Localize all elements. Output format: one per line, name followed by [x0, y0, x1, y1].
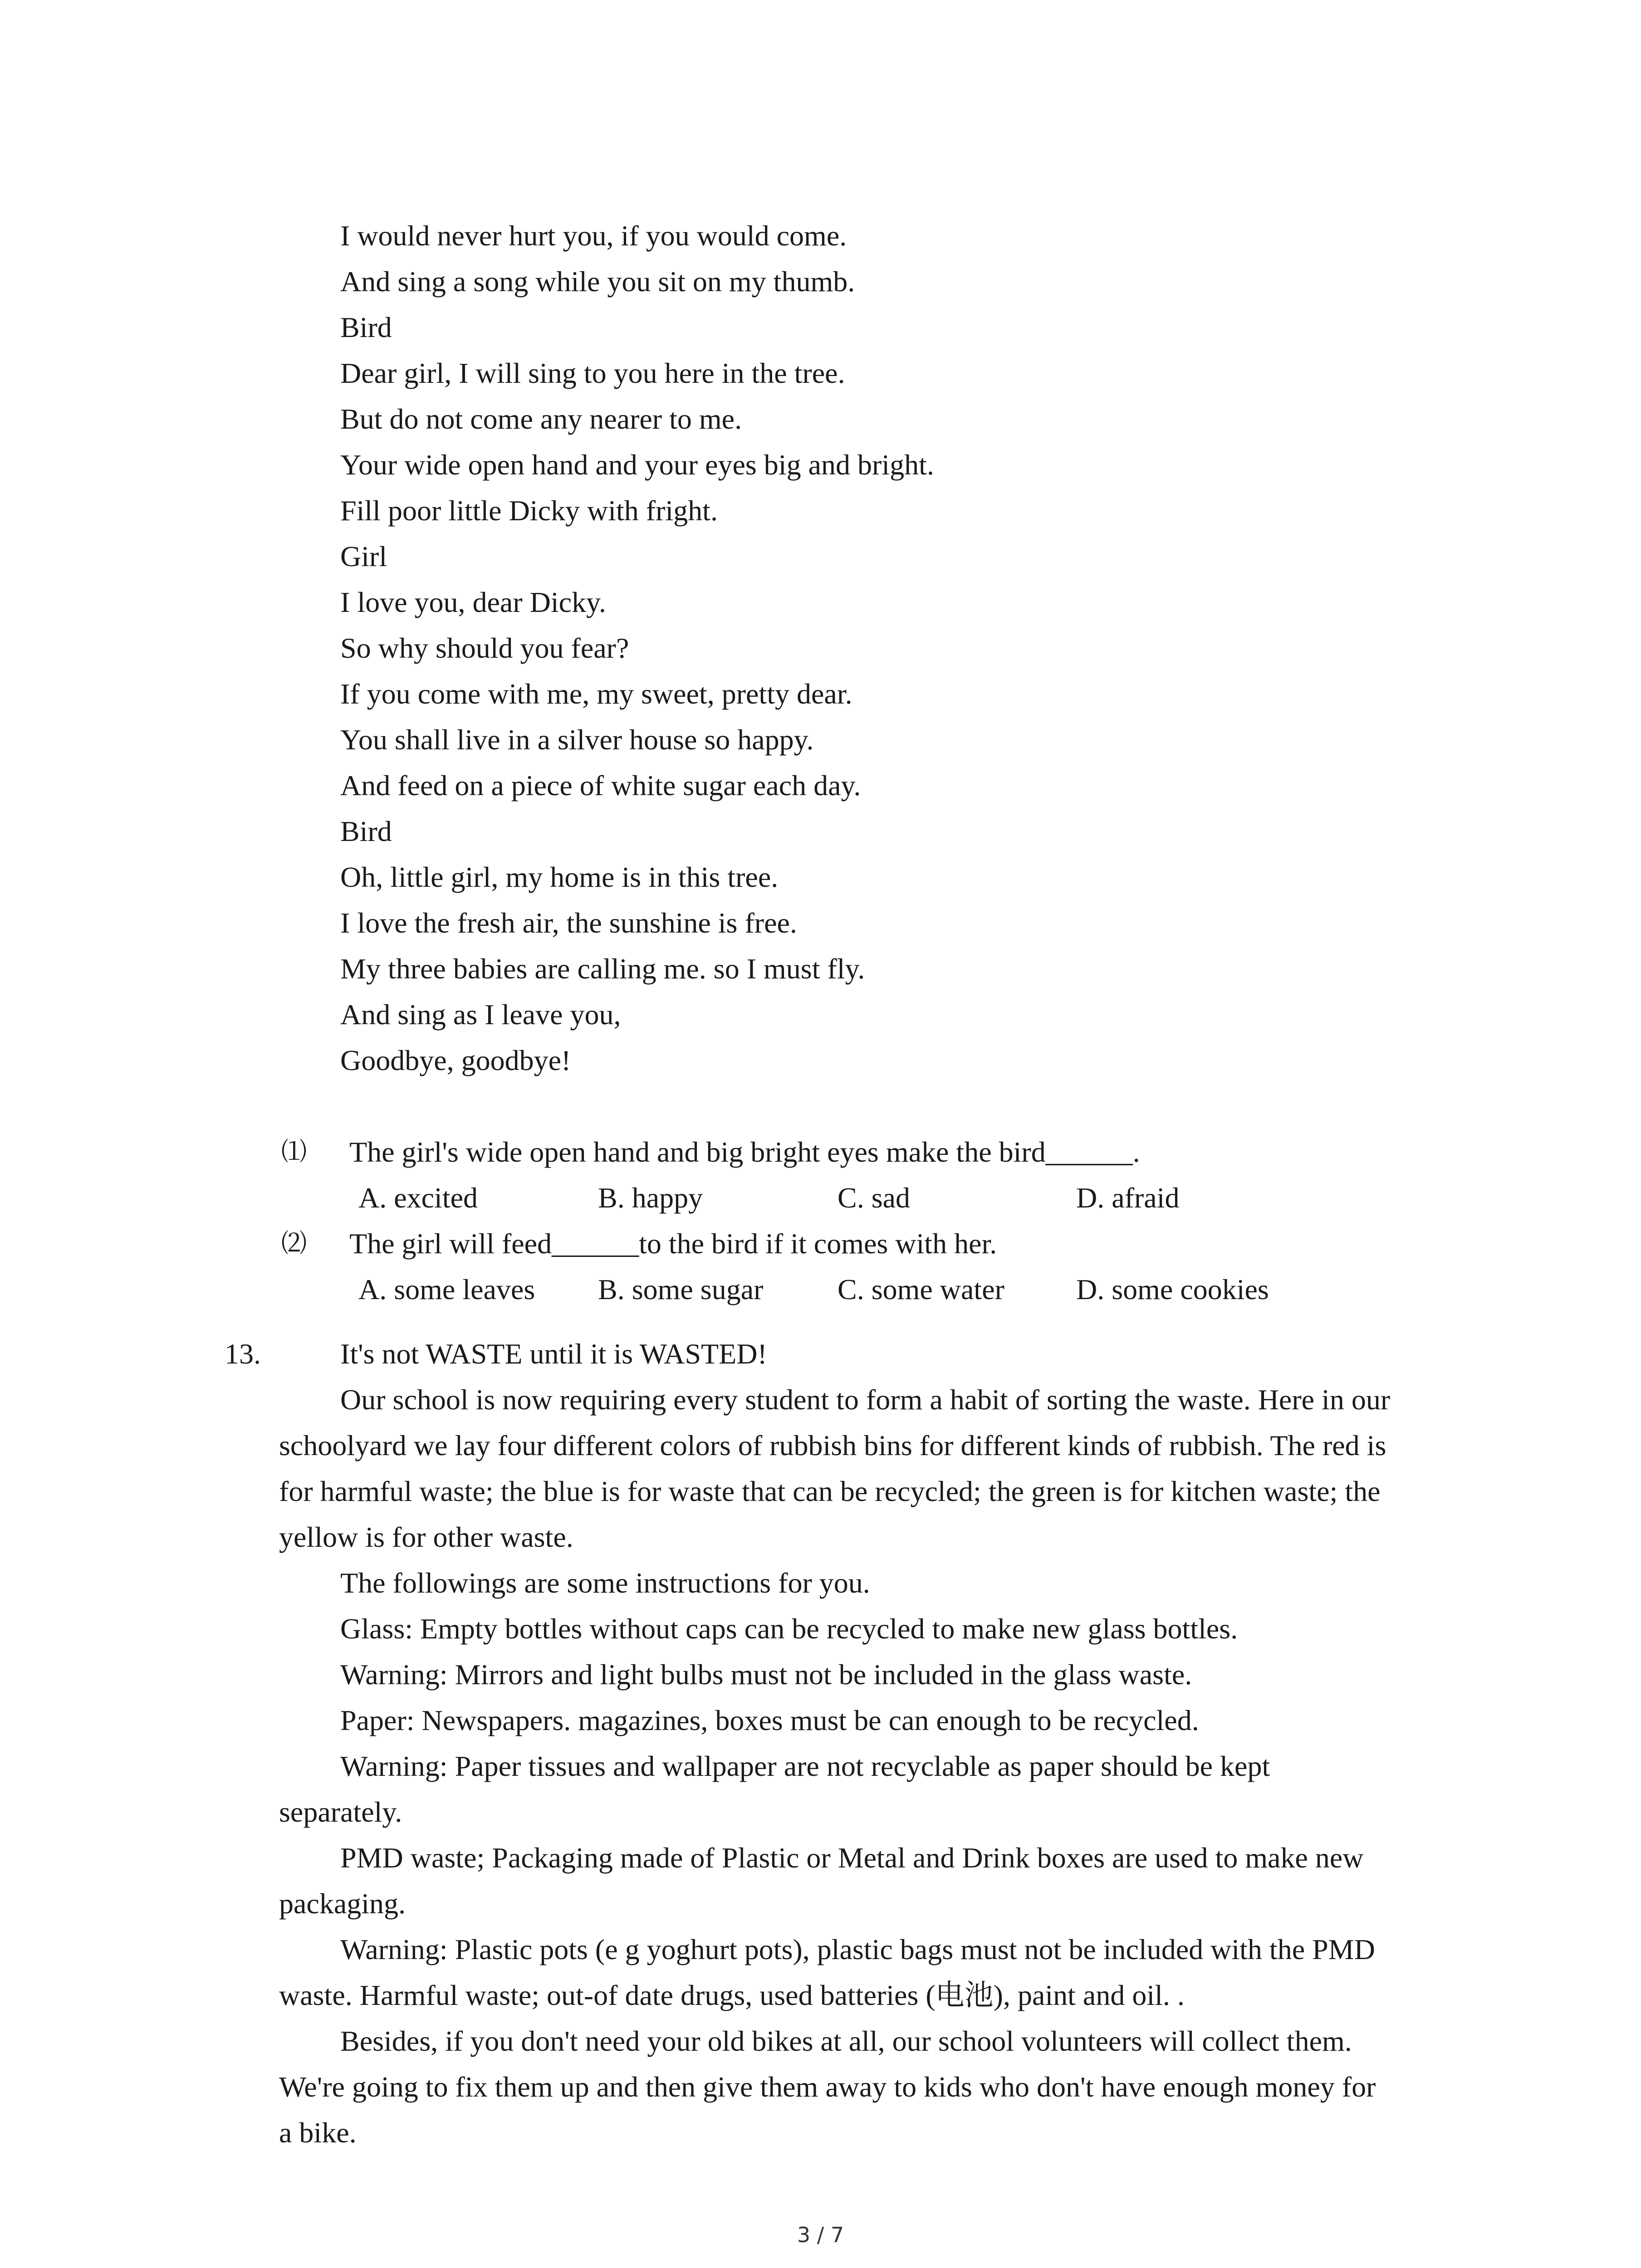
passage-line: yellow is for other waste.	[279, 1521, 573, 1553]
poem-line: Your wide open hand and your eyes big and bright.	[340, 449, 934, 481]
passage-line: schoolyard we lay four different colors of rubbish bins for different kinds of rubbish. The red is	[279, 1429, 1386, 1461]
poem-line: And sing as I leave you,	[340, 998, 621, 1031]
poem-speaker: Bird	[340, 815, 392, 847]
passage-line: Warning: Plastic pots (e g yoghurt pots), plastic bags must not be included with the PMD	[340, 1933, 1375, 1965]
poem-line: I love the fresh air, the sunshine is free.	[340, 907, 797, 939]
poem-line: So why should you fear?	[340, 632, 629, 664]
passage-line: a bike.	[279, 2116, 357, 2149]
poem-line: Fill poor little Dicky with fright.	[340, 494, 718, 527]
item-number: 13.	[225, 1338, 261, 1370]
poem-line: And sing a song while you sit on my thumb.	[340, 265, 855, 298]
poem-line: Dear girl, I will sing to you here in the tree.	[340, 357, 845, 389]
passage-line: waste. Harmful waste; out-of date drugs, used batteries (电池), paint and oil. .	[279, 1979, 1185, 2011]
question-number: ⑵	[281, 1230, 307, 1258]
passage-line: Warning: Paper tissues and wallpaper are not recyclable as paper should be kept	[340, 1750, 1270, 1782]
passage-title: It's not WASTE until it is WASTED!	[340, 1338, 767, 1370]
option-b: B. some sugar	[598, 1273, 764, 1305]
poem-line: Goodbye, goodbye!	[340, 1044, 571, 1076]
poem-line: But do not come any nearer to me.	[340, 403, 742, 435]
passage-line: Glass: Empty bottles without caps can be recycled to make new glass bottles.	[340, 1613, 1238, 1645]
option-a: A. some leaves	[358, 1273, 535, 1305]
poem-line: And feed on a piece of white sugar each day.	[340, 769, 861, 802]
poem-speaker: Bird	[340, 311, 392, 343]
poem-line: My three babies are calling me. so I must fly.	[340, 953, 865, 985]
passage-line: Warning: Mirrors and light bulbs must not be included in the glass waste.	[340, 1658, 1192, 1691]
passage-line: for harmful waste; the blue is for waste that can be recycled; the green is for kitchen waste; the	[279, 1475, 1381, 1507]
option-b: B. happy	[598, 1182, 703, 1214]
passage-line: Paper: Newspapers. magazines, boxes must be can enough to be recycled.	[340, 1704, 1199, 1736]
poem-line: I love you, dear Dicky.	[340, 586, 606, 618]
option-d: D. some cookies	[1076, 1273, 1269, 1305]
question-text: The girl will feed______to the bird if it comes with her.	[349, 1227, 997, 1260]
page-number: 3 / 7	[797, 2223, 844, 2247]
poem-line: If you come with me, my sweet, pretty dear.	[340, 678, 852, 710]
poem-line: Oh, little girl, my home is in this tree.	[340, 861, 779, 893]
passage-line: PMD waste; Packaging made of Plastic or Metal and Drink boxes are used to make new	[340, 1842, 1364, 1874]
question-text: The girl's wide open hand and big bright eyes make the bird______.	[349, 1136, 1140, 1168]
passage-line: Besides, if you don't need your old bikes at all, our school volunteers will collect them.	[340, 2025, 1352, 2057]
option-d: D. afraid	[1076, 1182, 1180, 1214]
passage-line: Our school is now requiring every student to form a habit of sorting the waste. Here in our	[340, 1383, 1391, 1416]
passage-line: The followings are some instructions for you.	[340, 1567, 870, 1599]
passage-line: We're going to fix them up and then give them away to kids who don't have enough money for	[279, 2071, 1376, 2103]
option-c: C. sad	[838, 1182, 910, 1214]
passage-line: packaging.	[279, 1887, 406, 1920]
poem-line: I would never hurt you, if you would come.	[340, 220, 847, 252]
poem-speaker: Girl	[340, 540, 387, 572]
option-a: A. excited	[358, 1182, 478, 1214]
passage-line: separately.	[279, 1796, 402, 1828]
question-number: ⑴	[281, 1138, 307, 1166]
option-c: C. some water	[838, 1273, 1004, 1305]
poem-line: You shall live in a silver house so happy.	[340, 723, 814, 756]
